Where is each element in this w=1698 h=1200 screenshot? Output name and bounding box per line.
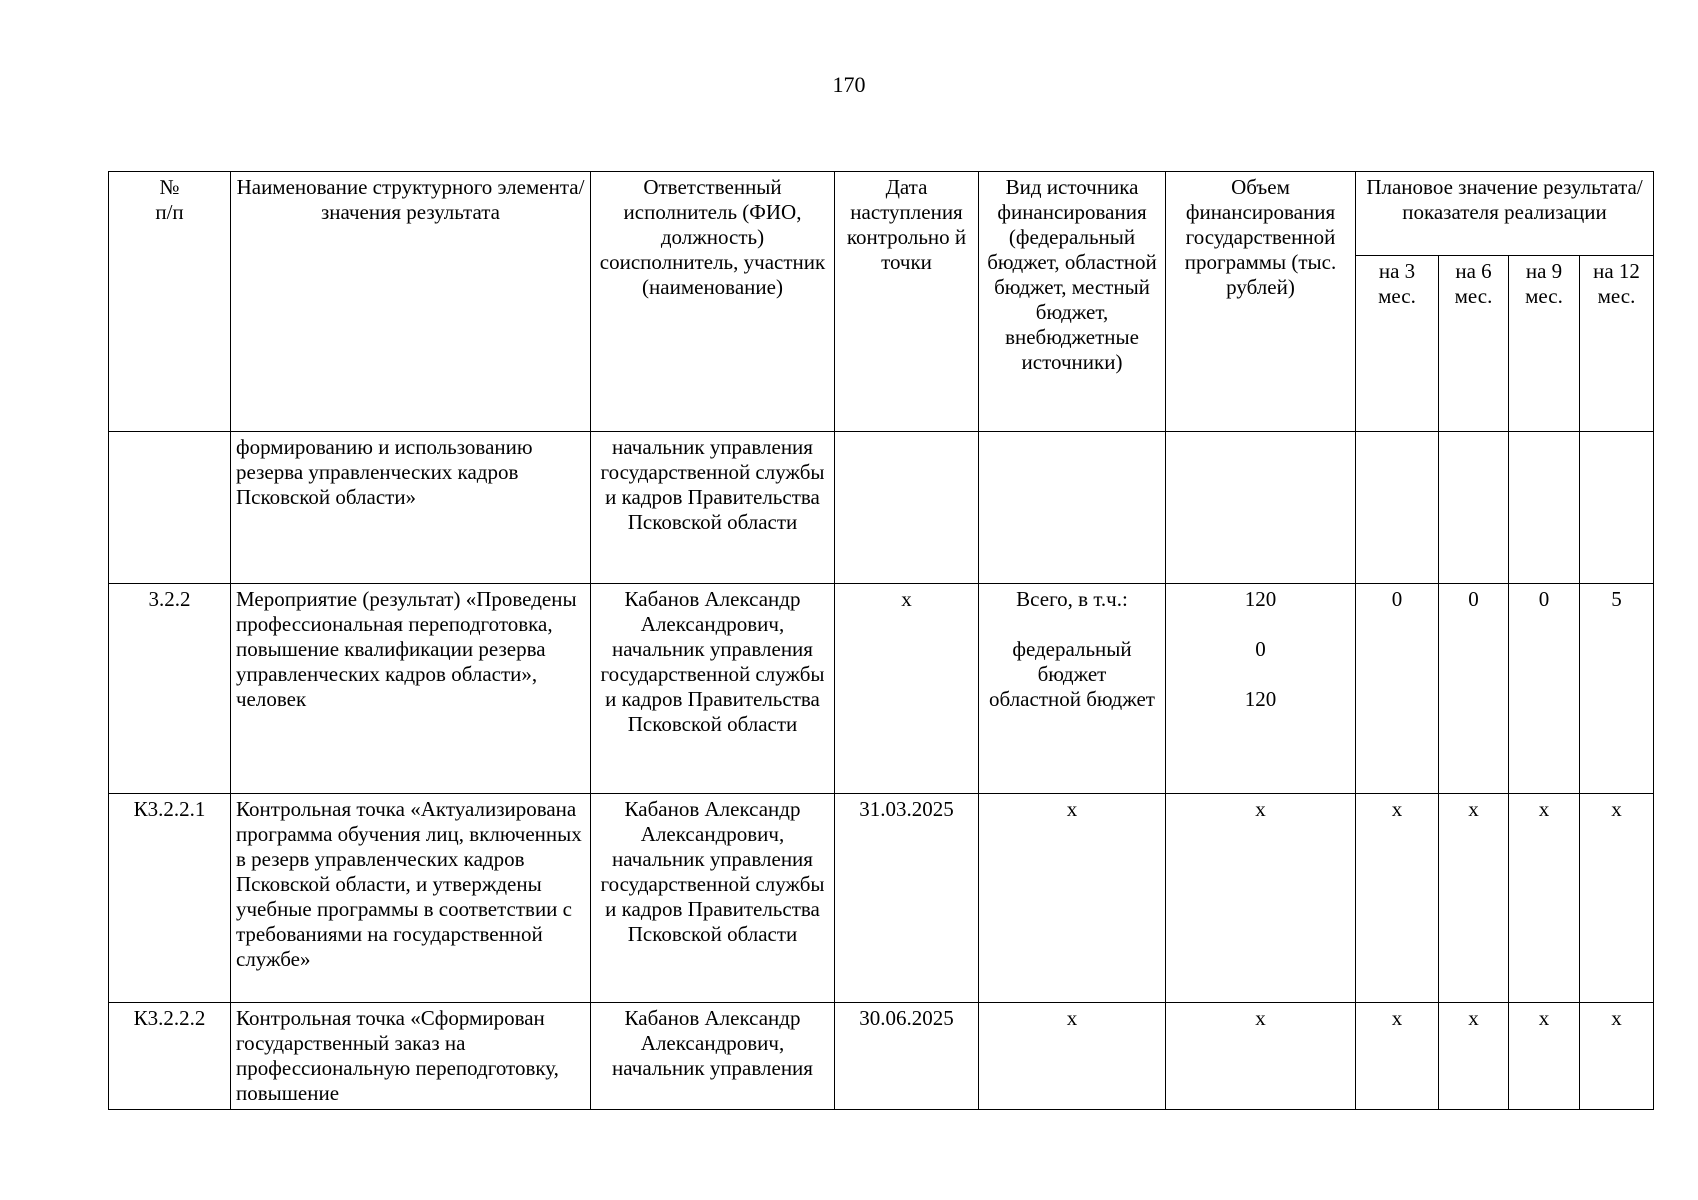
cell-m9 xyxy=(1509,432,1580,584)
cell-m3: 0 xyxy=(1356,584,1439,794)
cell-num: К3.2.2.2 xyxy=(109,1003,231,1110)
table-header-row xyxy=(109,172,1654,256)
cell-m6 xyxy=(1439,432,1509,584)
header-name: Наименование структурного элемента/ значения результата xyxy=(231,172,591,432)
cell-volume: 120 0 120 xyxy=(1166,584,1356,794)
header-responsible: Ответственный исполнитель (ФИО, должность) соисполнитель, участник (наименование) xyxy=(591,172,835,432)
cell-name: Контрольная точка «Сформирован государственный заказ на профессиональную переподготовку, повышение xyxy=(231,1003,591,1110)
header-date: Дата наступления контрольно й точки xyxy=(835,172,979,432)
cell-m3 xyxy=(1356,432,1439,584)
program-table xyxy=(108,171,1654,1110)
cell-m12: х xyxy=(1580,794,1654,1003)
header-volume: Объем финансирования государственной программы (тыс. рублей) xyxy=(1166,172,1356,432)
cell-m9: х xyxy=(1509,794,1580,1003)
cell-m12: 5 xyxy=(1580,584,1654,794)
cell-num xyxy=(109,432,231,584)
cell-responsible: Кабанов Александр Александрович, начальник управления государственной службы и кадров Правительства Псковской области xyxy=(591,794,835,1003)
header-m3: на 3 мес. xyxy=(1356,256,1439,432)
cell-m3: х xyxy=(1356,1003,1439,1110)
cell-m3: х xyxy=(1356,794,1439,1003)
cell-m12: х xyxy=(1580,1003,1654,1110)
cell-m6: 0 xyxy=(1439,584,1509,794)
cell-volume xyxy=(1166,432,1356,584)
cell-m9: х xyxy=(1509,1003,1580,1110)
cell-date: 31.03.2025 xyxy=(835,794,979,1003)
cell-name: Мероприятие (результат) «Проведены профессиональная переподготовка, повышение квалификации резерва управленческих кадров области», человек xyxy=(231,584,591,794)
table-row xyxy=(109,794,1654,1003)
cell-source: Всего, в т.ч.: федеральный бюджет областной бюджет xyxy=(979,584,1166,794)
cell-date xyxy=(835,432,979,584)
cell-source: х xyxy=(979,1003,1166,1110)
table-row xyxy=(109,432,1654,584)
cell-responsible: Кабанов Александр Александрович, начальник управления xyxy=(591,1003,835,1110)
table-row xyxy=(109,584,1654,794)
cell-volume: х xyxy=(1166,794,1356,1003)
cell-num: К3.2.2.1 xyxy=(109,794,231,1003)
page-number: 170 xyxy=(832,72,866,97)
cell-date: 30.06.2025 xyxy=(835,1003,979,1110)
cell-num: 3.2.2 xyxy=(109,584,231,794)
cell-source xyxy=(979,432,1166,584)
cell-m6: х xyxy=(1439,1003,1509,1110)
cell-date: х xyxy=(835,584,979,794)
cell-volume: х xyxy=(1166,1003,1356,1110)
header-planned: Плановое значение результата/показателя реализации xyxy=(1356,172,1654,256)
cell-m6: х xyxy=(1439,794,1509,1003)
header-m12: на 12 мес. xyxy=(1580,256,1654,432)
table-row xyxy=(109,1003,1654,1110)
cell-m12 xyxy=(1580,432,1654,584)
cell-name: Контрольная точка «Актуализирована программа обучения лиц, включенных в резерв управленческих кадров Псковской области, и утверждены учебные программы в соответствии с требованиями на государственной службе» xyxy=(231,794,591,1003)
cell-responsible: начальник управления государственной службы и кадров Правительства Псковской области xyxy=(591,432,835,584)
cell-source: х xyxy=(979,794,1166,1003)
cell-m9: 0 xyxy=(1509,584,1580,794)
header-m6: на 6 мес. xyxy=(1439,256,1509,432)
cell-responsible: Кабанов Александр Александрович, начальник управления государственной службы и кадров Правительства Псковской области xyxy=(591,584,835,794)
cell-name: формированию и использованию резерва управленческих кадров Псковской области» xyxy=(231,432,591,584)
header-num: № п/п xyxy=(109,172,231,432)
header-m9: на 9 мес. xyxy=(1509,256,1580,432)
header-source: Вид источника финансирования (федеральный бюджет, областной бюджет, местный бюджет, внебюджетные источники) xyxy=(979,172,1166,432)
